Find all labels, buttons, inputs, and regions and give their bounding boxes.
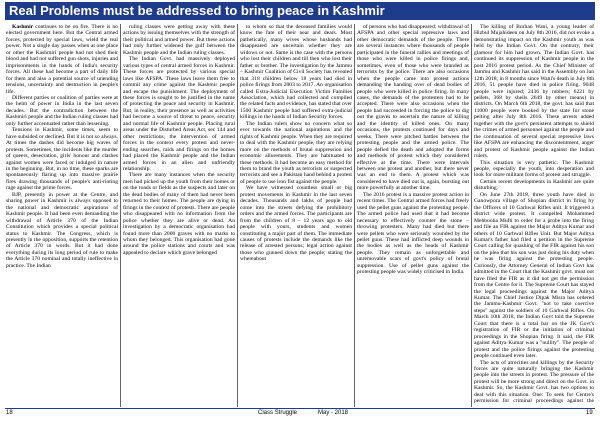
paragraph: of persons who had disappeared; withdrawal of AFSPA and other special repressive laws and other democratic demands of the people. There are several instances where thousands of people participated in the funeral rallies and meetings of those who were killed in police firings and, sometimes, even of those who were branded as terrorists by the police. There are also occasions when the people came into protest actions demanding the handing over of dead bodies of people who were killed in police firing. In many cases, the demands of the protesters had to be accepted. There were also occasions when the people had succeeded in forcing the police to dig out the graves to ascertain the nature of killing and the identity of killed ones. On many occasions, the protests continued for days and weeks. There were pitched battles between the protesting people and the armed police. The people defied the death and adopted the forms and methods of protest which they considered effective at the time. There were intervals between one protest and another, but there never was an end to them. A protest which was considered to have died out is, again, bursting out more powerfully at another time.: [357, 24, 469, 192]
column-2: [123, 24, 235, 404]
paragraph: On June 27th 2018, three youth have died in Ganowpora village of Shopian district in firing by the Officers of 10 Garhwal Rifles unit. It triggered a district wide protest. It compelled Mohammed Mehbooba Mufti to order for a probe into the firing and file an FIR against the Major Aditya Kumar and others of 10 Garhwal Rifles Unit. But Major Aditya Kumar's father had filed a petition in the Supreme Court calling for quashing of the FIR against his son on the plea that his son was just doing his duty when he was firing against the protesting people. Curiously, the Attorney General of Indian Govt has admitted in the Court that the Kashmir govt. must not have filed the FIR as it did not get the permission from the Centre for it. The Supreme Court has stayed the legal proceedings against the Major Aditya Kumar. The Chief Justice Dipak Misra has ordered the Jammu-Kashmir Govt. "not to take coercive steps" against the soldiers of 10 Garhwal Rifles. On March 10th 2018, the Indian Govt told the Supreme Court that there is a total bar on the JK Govt's registration of FIR or the initiation of criminal proceedings in the Shopian firing. It said, the FIR against Aditya Kumar was a "nullity". The people of protest and the police firings against the protesting people continued even later.: [474, 191, 594, 360]
paragraph: Certain recent developments in Kashmir are quite disturbing.: [474, 178, 594, 192]
page-number-left: 18: [6, 410, 13, 416]
column-divider: [237, 24, 238, 407]
column-3: [240, 24, 352, 404]
page-number-right: 19: [586, 410, 593, 416]
paragraph: to whom so that the deceased families would know the fate of their near and dears. Most pathetically, many wives whose husbands had disappeared are uncertain whether they are widows or not. Same is the case with the persons who lost their children and till then who lost their father or brother. The investigation by the Jammu – Kashmir Coalition of Civil Society has revealed that 318 children below 18 years had died in police firings from 2003 to 2017. An organisation called Extra-Judicial Execution Victim Families Association, which had collected and compiled the related facts and evidence, has stated that over 1500 Kashmir people had suffered extra-judicial killings in the hands of Indian Security forces.: [240, 24, 352, 121]
paragraph: The Indian Govt. had massively deployed various types of central armed forces in Kashmir. These forces are protected by various special laws like AFSPA. These laws leave them free to commit any crime against the Kashmir people and escape the punishment. The deployment of these forces is sought to be justified in the name of protecting the peace and security in Kashmir. But, in reality, their presence as well as activities had become a source of threat to peace, security and normal life of Kashmir people. Placing rural areas under the Disturbed Areas Act, sec 144 and other restrictions, the intervention of armed forces in the context every protest and never-ending searches, raids and firings on the homes had placed the Kashmir people and the Indian armed forces in an alien and unfriendly relationship.: [123, 56, 235, 172]
article-title: Real Problems must be addressed to bring peace in Kashmir: [5, 2, 595, 20]
publication-name: Class Struggle: [258, 410, 298, 416]
paragraph: [6, 24, 118, 95]
footer-rule: [5, 408, 595, 409]
paragraph: The 2016 protest is a massive protest action in recent times. The Central armed forces had freely used the pellet guns against the protesting people. The armed police had used that it had become necessary to effectively counter the stone – throwing protesters. Many had died but there were pellets who were seriously wounded by the pellet guns. These had inflicted deep wounds in the bodies as well as the heads of Kashmir people. They remain as unforgettable and unremovable scars of govt's policy of brutal suppression. Use of pellet guns against the protesting people was widely criticised in India.: [357, 191, 469, 276]
column-5: [474, 24, 594, 404]
paragraph: Different parties or coalition of parties were at the helm of power in India in the last seven decades. But the contradiction between the Kashmiri people and the Indian ruling classes had only further accentuated rather than lessening.: [6, 94, 118, 127]
paragraph: The Indian rulers show no concern what so ever towards the national aspirations and the rights of Kashmir people. When they are required to deal with the Kashmir people, they are relying more on the methods of brutal suppression and economic allurements. They are habituated to these methods. It had become an easy method for them to brand the youth as terrorists or suspected terrorists and see a Pakistan hand behind a protest of people to use iron fist against the people.: [240, 120, 352, 185]
paragraph: Tensions in Kashmir, some times, seem to have subsided or declined. But it is not so always. At times the dashes did become big waves of protests. Sometimes, the incidents like the murder of queers, desecration, girls' honour and clashes against women were faced or indulged in nature in the beginning. But, in no time, these sparks are spontaneously flaring up into massive prairie fires drawing thousands of people's anti-rioting rage against the prime forces.: [6, 127, 118, 192]
column-divider: [120, 24, 121, 407]
paragraph: This situation is very pathetic. The Kashmir people, especially the youth, into desperation and look for more militant forms of protest and struggle.: [474, 159, 594, 179]
column-divider: [354, 24, 355, 407]
paragraph: ruling classes were getting away with these actions by issuing themselves with the strength of their political and armed power. But these actions had only further widened the gulf between the Kashmir people and the Indian ruling classes.: [123, 24, 235, 56]
lead-word: Kashmir: [12, 24, 34, 30]
column-1: [6, 24, 118, 404]
paragraph: The acts of atrocities and killings by the Security forces are quite naturally bringing the Kashmir people into the streets in protest. The pressure of the protest will be more strong and direct on the Govt. in Kashmir. So, the Kashmir Govt. has two options to deal with this situation. One: To seek for Centre's permission for criminal proceedings against the: [474, 359, 594, 404]
paragraph-text: continues to be on fire. There is no elected government here. But the Central armed forces, protected by special laws, wield the real power. Not a single day passes when at one place or other the Kashmiri people had not shed their blood and had not suffered gun shots, injuries and imprisonments in the hands of India's security forces. All these had become a part of daily life for them and also a potential source of unending tensions, uncertainty and destruction in people's life.: [6, 24, 118, 95]
column-4: [357, 24, 469, 404]
issue-month: May - 2018: [318, 410, 349, 416]
column-divider: [471, 24, 472, 407]
paragraph: We have witnessed countless small or big protest movements in Kashmir in the last seven decades. Thousands and lakhs of people had come into the streets defying the prohibitory orders and the armed forces. The participants are from the children of 8 – 12 years ago to old people with yours, students and women constituting a major part of them. The immediate causes of protests include the demands like the release of arrested persons; legal action against those who gunned down the people; stating the whereabout: [240, 185, 352, 263]
paragraph: There are many instances when the security men had picked up the youth from their homes or on the roads or fields as the suspects and later on the dead bodies of many of them had never been returned to their homes. The people are dying in firings in the context of protests. There are people who disappeared with no information from the police whether they are alive or dead. An investigation by a democratic organisation had found more than 2000 graves with no marks to whom they belonged. This organisation had gone around the police stations and courts and was appealed to declare which grave belonged: [123, 172, 235, 256]
paragraph: The killing of Burhan Wani, a young leader of Hizbul Mujahideen on July 8th 2016, did not evoke a demonstrating impact on the Kashmir youth as was held by the Indian Govt. On the contrary, their glamour for him had grown. The Indian Govt. has continued its suppression of Kashmir people in the post 2016 protest period. As the Chief Minister of Jammu and Kashmir has said in the Assembly on Jan 12th 2018, in 8 months since Wani's death in July 8th 2016, 51 people have died in police firing. 9048 people were injured; 2436 by rubbers; 6221 by pellets, 368 by shells 2649 by other means) in districts. On March 6th 2018, the govt. has said that 11000 people were booked by the state for stone pelting after July 8th 2016. These arrests added together with the govt's persistent attempts to shield the crimes of armed personnel against the people and the continuation of several special repressive laws like AFSPA are enhancing the discontentment, anger and protest of Kashmir people against the Indian rulers.: [474, 24, 594, 160]
paragraph: BJP, presently in power at the Centre, and sharing power in Kashmir is always opposed to the national and democratic aspirations of Kashmir people. It had been even demanding the withdrawal of Article 370 of the Indian Constitution which provides a special political status to Kashmir. The Congress, which is presently in the opposition, supports the retention of Article 370 in words. But it had done everything during its long period of rule to make the Article 370 nominal and totally ineffective in practice. The Indian: [6, 191, 118, 269]
